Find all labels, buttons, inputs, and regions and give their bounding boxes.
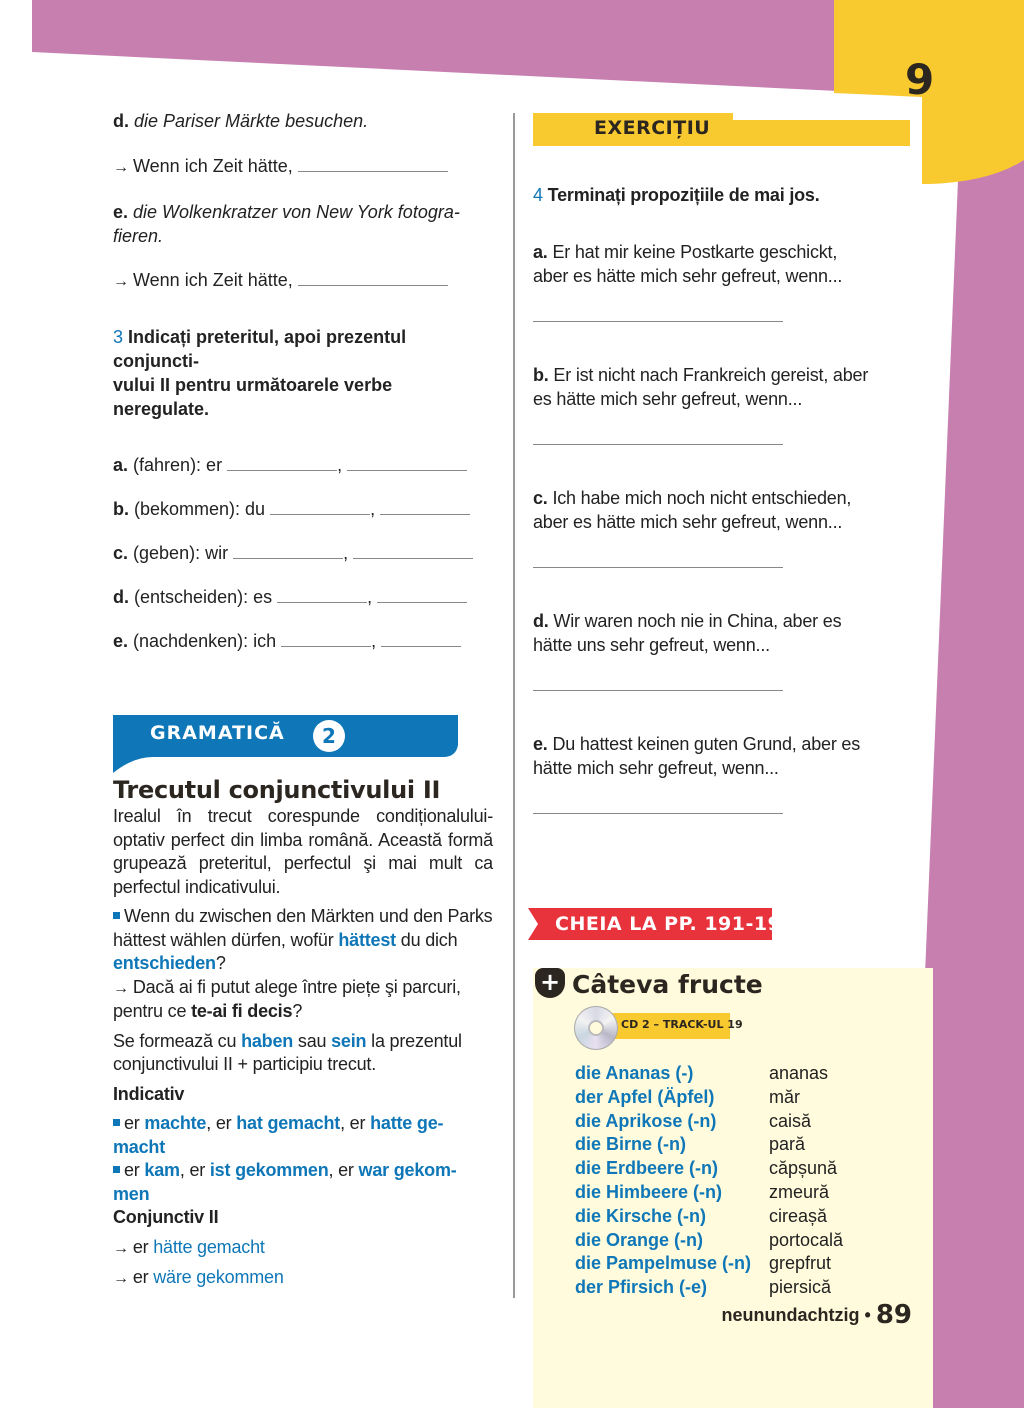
arrow-icon: → [113, 273, 129, 290]
exercise-3d [113, 585, 493, 609]
vocabulary-list [575, 1062, 843, 1300]
arrow-icon: → [113, 979, 129, 997]
example-highlight: entschieden [113, 953, 216, 973]
formation-highlight: sein [331, 1030, 367, 1051]
formation-highlight: haben [241, 1030, 294, 1051]
example-text: du dich [395, 929, 458, 950]
exercise-3a [113, 453, 493, 477]
row-highlight: men [113, 1183, 150, 1204]
row-text: , er [328, 1160, 359, 1180]
row-text: , er [179, 1160, 210, 1180]
translation-text: ? [292, 1001, 303, 1021]
romanian-word: ananas [769, 1063, 829, 1083]
example-text: Wenn du zwischen den Märkten und den Parks hättest wählen dürfen, wofür [113, 906, 493, 950]
row-highlight: kam [144, 1160, 180, 1180]
exercise-4c [533, 486, 905, 609]
row-highlight: macht [113, 1136, 166, 1157]
exercise-number: 3 [113, 327, 124, 347]
answer-blank-konjunktiv[interactable] [380, 500, 470, 515]
item-letter: a. [533, 242, 548, 262]
item-text: Wir waren noch nie in China, aber es [553, 611, 842, 631]
answer-blank[interactable] [298, 271, 448, 286]
separator: , [367, 587, 373, 607]
instruction-text: vului II pentru următoarele verbe neregulate. [113, 375, 393, 419]
conjunctiv-row [113, 1266, 493, 1291]
romanian-word: piersică [769, 1277, 832, 1298]
vocabulary-row [575, 1133, 843, 1157]
romanian-word: pară [769, 1134, 806, 1155]
item-text: die Pariser Märkte besuchen. [134, 111, 369, 131]
vocabulary-row [575, 1157, 843, 1181]
formation-text: Se formează cu [113, 1030, 242, 1051]
vocabulary-row [575, 1181, 843, 1205]
exercitiu-label: EXERCIȚIU [594, 117, 711, 139]
exercise-number: 4 [533, 185, 543, 205]
answer-blank-preterit[interactable] [227, 456, 337, 471]
answer-blank-preterit[interactable] [233, 544, 343, 559]
indicativ-row [113, 1159, 493, 1206]
row-highlight: hätte gemacht [153, 1236, 265, 1257]
german-word: die Pampelmuse (-n) [575, 1253, 752, 1274]
german-word: die Birne (-n) [575, 1134, 686, 1155]
grammar-body [113, 805, 493, 1291]
german-word: die Himbeere (-n) [575, 1181, 723, 1202]
audio-track-label: CD 2 – TRACK-UL 19 [621, 1018, 743, 1031]
exercise-4e [533, 732, 905, 855]
item-letter: b. [113, 499, 129, 519]
row-text: er [132, 1267, 154, 1287]
grammar-section [113, 715, 503, 1297]
item-letter: a. [113, 455, 129, 475]
item-text: fieren. [113, 226, 164, 246]
row-highlight: machte [144, 1113, 207, 1133]
cd-icon[interactable] [574, 1006, 618, 1050]
instruction-text: Indicați preteritul, apoi prezentul conjuncti- [113, 327, 407, 371]
item-prompt: (entscheiden): es [134, 587, 273, 607]
item-letter: d. [113, 111, 129, 131]
item-letter: c. [533, 488, 548, 508]
item-letter: e. [113, 631, 129, 651]
page-number: 89 [875, 1300, 912, 1330]
item-prompt: (fahren): er [133, 455, 223, 475]
item-prompt: (nachdenken): ich [133, 631, 277, 651]
romanian-word: caisă [769, 1110, 812, 1131]
exercise-3e [113, 629, 493, 653]
separator: , [370, 499, 376, 519]
exercise-2e-answer [113, 268, 493, 294]
row-text: er [124, 1160, 145, 1180]
exercise-3-instruction [113, 325, 493, 421]
answer-blank-preterit[interactable] [277, 588, 367, 603]
arrow-icon: → [113, 1270, 129, 1287]
translation-highlight: te-ai fi decis [191, 1001, 293, 1021]
grammar-example [113, 905, 493, 1024]
separator: , [337, 455, 343, 475]
bullet-square-icon [113, 912, 120, 919]
item-text: es hätte mich sehr gefreut, wenn... [533, 389, 803, 409]
answer-line[interactable] [533, 690, 783, 691]
separator: , [371, 631, 377, 651]
row-text: , er [206, 1113, 237, 1133]
german-word: die Ananas (-) [575, 1063, 694, 1083]
answer-key-label: CHEIA LA PP. 191-192 [555, 913, 796, 935]
answer-blank-konjunktiv[interactable] [347, 456, 467, 471]
exercise-4a [533, 240, 905, 363]
german-word: die Kirsche (-n) [575, 1205, 707, 1226]
vocabulary-row [575, 1086, 843, 1110]
item-letter: b. [533, 365, 549, 385]
example-text: ? [215, 953, 226, 973]
german-word: die Orange (-n) [575, 1229, 704, 1250]
row-text: er [132, 1236, 154, 1257]
vocabulary-title: Câteva fructe [572, 970, 763, 999]
item-text: Er hat mir keine Postkarte geschickt, [552, 242, 838, 262]
exercise-4b [533, 363, 905, 486]
chapter-number: 9 [905, 55, 934, 104]
answer-blank-konjunktiv[interactable] [353, 544, 473, 559]
german-word: der Pfirsich (-e) [575, 1277, 708, 1298]
row-highlight: hat gemacht [236, 1113, 341, 1133]
answer-line[interactable] [533, 813, 783, 814]
romanian-word: zmeură [769, 1181, 830, 1202]
answer-blank-preterit[interactable] [281, 632, 371, 647]
translation-text: Dacă ai fi putut alege între piețe şi parcuri, pentru ce [113, 976, 461, 1021]
row-highlight: war gekom- [358, 1160, 457, 1180]
page-number-word: neunundachtzig [721, 1305, 860, 1325]
item-prompt: (geben): wir [133, 543, 229, 563]
grammar-intro: Irealul în trecut corespunde condiționalului-optativ perfect din limba română. Această formă grupează preteritul, perfectul şi mai mult ca perfectul indicativului. [113, 806, 493, 897]
answer-blank-konjunktiv[interactable] [381, 632, 461, 647]
column-divider [513, 113, 515, 1298]
item-letter: d. [533, 611, 549, 631]
exercise-4-instruction [533, 183, 905, 207]
formation-text: sau [293, 1030, 332, 1051]
answer-blank-preterit[interactable] [270, 500, 370, 515]
exercise-4 [533, 183, 905, 855]
romanian-word: căpșună [769, 1158, 838, 1179]
answer-blank[interactable] [298, 157, 448, 172]
grammar-section-title: Trecutul conjunctivului II [113, 776, 441, 804]
vocabulary-row [575, 1205, 843, 1229]
example-highlight: hättest [338, 929, 396, 950]
bullet-square-icon [113, 1166, 120, 1173]
answer-line[interactable] [533, 321, 783, 322]
vocabulary-row [575, 1110, 843, 1134]
arrow-icon: → [113, 159, 129, 176]
answer-line[interactable] [533, 444, 783, 445]
item-text: Er ist nicht nach Frankreich gereist, aber [553, 365, 869, 385]
exercise-2e [113, 200, 493, 248]
footer-bullet: • [864, 1305, 871, 1325]
exercise-2d-answer [113, 154, 493, 180]
plus-icon: + [535, 968, 565, 998]
instruction-text: Terminați propozițiile de mai jos. [547, 185, 820, 205]
gramatica-banner [113, 715, 458, 773]
bullet-square-icon [113, 1119, 120, 1126]
grammar-formation [113, 1030, 493, 1077]
item-text: hätte uns sehr gefreut, wenn... [533, 635, 770, 655]
gramatica-label: GRAMATICĂ [150, 722, 285, 744]
exercise-2d [113, 109, 493, 133]
item-text: hätte mich sehr gefreut, wenn... [533, 758, 779, 778]
romanian-word: măr [769, 1086, 800, 1107]
row-text: er [124, 1113, 145, 1133]
exercise-3b [113, 497, 493, 521]
german-word: die Erdbeere (-n) [575, 1158, 719, 1179]
answer-blank-konjunktiv[interactable] [377, 588, 467, 603]
exercise-4d [533, 609, 905, 732]
indicativ-row [113, 1112, 493, 1159]
item-letter: d. [113, 587, 129, 607]
item-letter: e. [113, 202, 129, 222]
german-word: der Apfel (Äpfel) [575, 1086, 715, 1107]
arrow-icon: → [113, 1239, 129, 1257]
tag-notch [528, 908, 538, 940]
item-text: Du hattest keinen guten Grund, aber es [552, 734, 861, 754]
separator: , [343, 543, 349, 563]
gramatica-number-badge: 2 [313, 720, 345, 752]
page-footer [721, 1300, 912, 1330]
vocabulary-row [575, 1252, 843, 1276]
item-letter: c. [113, 543, 129, 563]
german-word: die Aprikose (-n) [575, 1110, 717, 1131]
item-text: die Wolkenkratzer von New York fotogra- [133, 202, 460, 222]
item-letter: e. [533, 734, 548, 754]
left-column-exercises [113, 109, 493, 653]
romanian-word: portocală [769, 1229, 844, 1250]
item-text: aber es hätte mich sehr gefreut, wenn... [533, 266, 843, 286]
answer-prefix: Wenn ich Zeit hätte, [133, 270, 293, 290]
item-text: aber es hätte mich sehr gefreut, wenn... [533, 512, 843, 532]
row-highlight: wäre gekommen [153, 1267, 284, 1287]
vocabulary-row [575, 1276, 843, 1300]
conjunctiv-heading: Conjunctiv II [113, 1207, 219, 1227]
vocabulary-row [575, 1229, 843, 1253]
romanian-word: cireașă [769, 1205, 828, 1226]
vocabulary-row [575, 1062, 843, 1086]
exercitiu-bar [533, 120, 910, 146]
row-highlight: ist gekommen [209, 1160, 329, 1180]
answer-line[interactable] [533, 567, 783, 568]
formation-text: la prezentul conjunctivului II + participiu trecut. [113, 1030, 462, 1074]
exercise-3c [113, 541, 493, 565]
item-prompt: (bekommen): du [134, 499, 266, 519]
row-highlight: hatte ge- [370, 1113, 444, 1133]
item-text: Ich habe mich noch nicht entschieden, [552, 488, 852, 508]
romanian-word: grepfrut [769, 1253, 832, 1274]
conjunctiv-row [113, 1236, 493, 1261]
answer-prefix: Wenn ich Zeit hätte, [133, 156, 293, 176]
indicativ-heading: Indicativ [113, 1083, 185, 1104]
row-text: , er [340, 1113, 371, 1133]
